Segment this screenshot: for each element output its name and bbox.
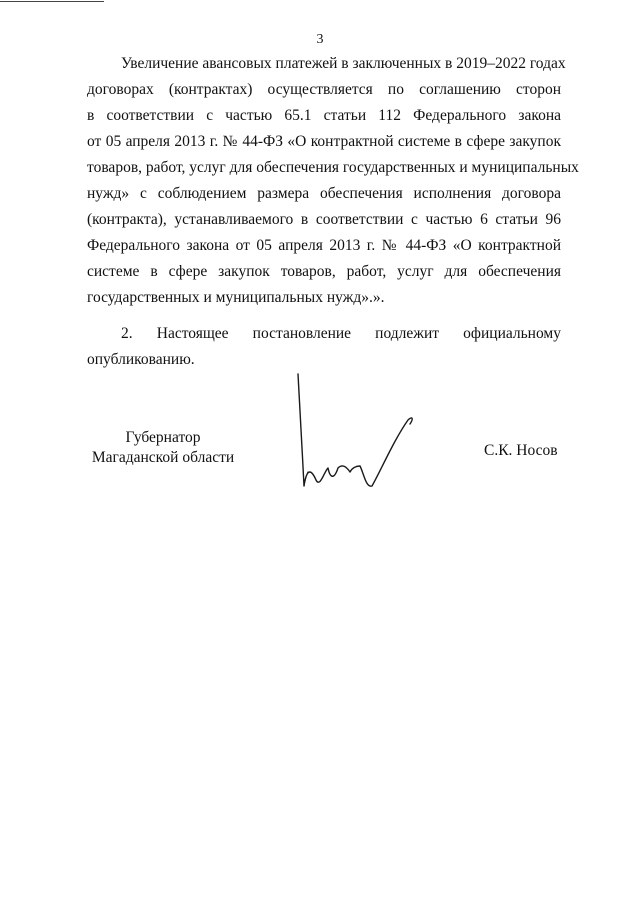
paragraph-publication	[87, 321, 561, 373]
text-line: от 05 апреля 2013 г. № 44-ФЗ «О контрактной системе в сфере закупок	[87, 133, 561, 150]
text-line: в соответствии с частью 65.1 статьи 112 Федерального закона	[87, 107, 561, 124]
text-line: договорах (контрактах) осуществляется по соглашению сторон	[87, 81, 561, 98]
signatory-position: Губернатор	[125, 429, 201, 446]
text-line: Федерального закона от 05 апреля 2013 г. № 44-ФЗ «О контрактной	[87, 237, 561, 254]
signatory-title	[88, 428, 238, 468]
text-line: 2. Настоящее постановление подлежит официальному	[121, 325, 561, 342]
text-line: государственных и муниципальных нужд».».	[87, 289, 385, 306]
signatory-region: Магаданской области	[91, 449, 235, 466]
paragraph-advance-payments	[87, 51, 579, 311]
page-number: 3	[316, 32, 324, 47]
text-line: опубликованию.	[87, 351, 195, 368]
text-line: системе в сфере закупок товаров, работ, услуг для обеспечения	[87, 263, 561, 280]
text-line: (контракта), устанавливаемого в соответствии с частью 6 статьи 96	[87, 211, 561, 228]
corner-rule	[0, 1, 104, 2]
text-line: Увеличение авансовых платежей в заключенных в 2019–2022 годах	[121, 55, 566, 72]
signatory-name: С.К. Носов	[484, 442, 558, 459]
text-line: товаров, работ, услуг для обеспечения государственных и муниципальных	[87, 159, 579, 176]
handwritten-signature	[290, 368, 420, 498]
text-line: нужд» с соблюдением размера обеспечения исполнения договора	[87, 185, 561, 202]
